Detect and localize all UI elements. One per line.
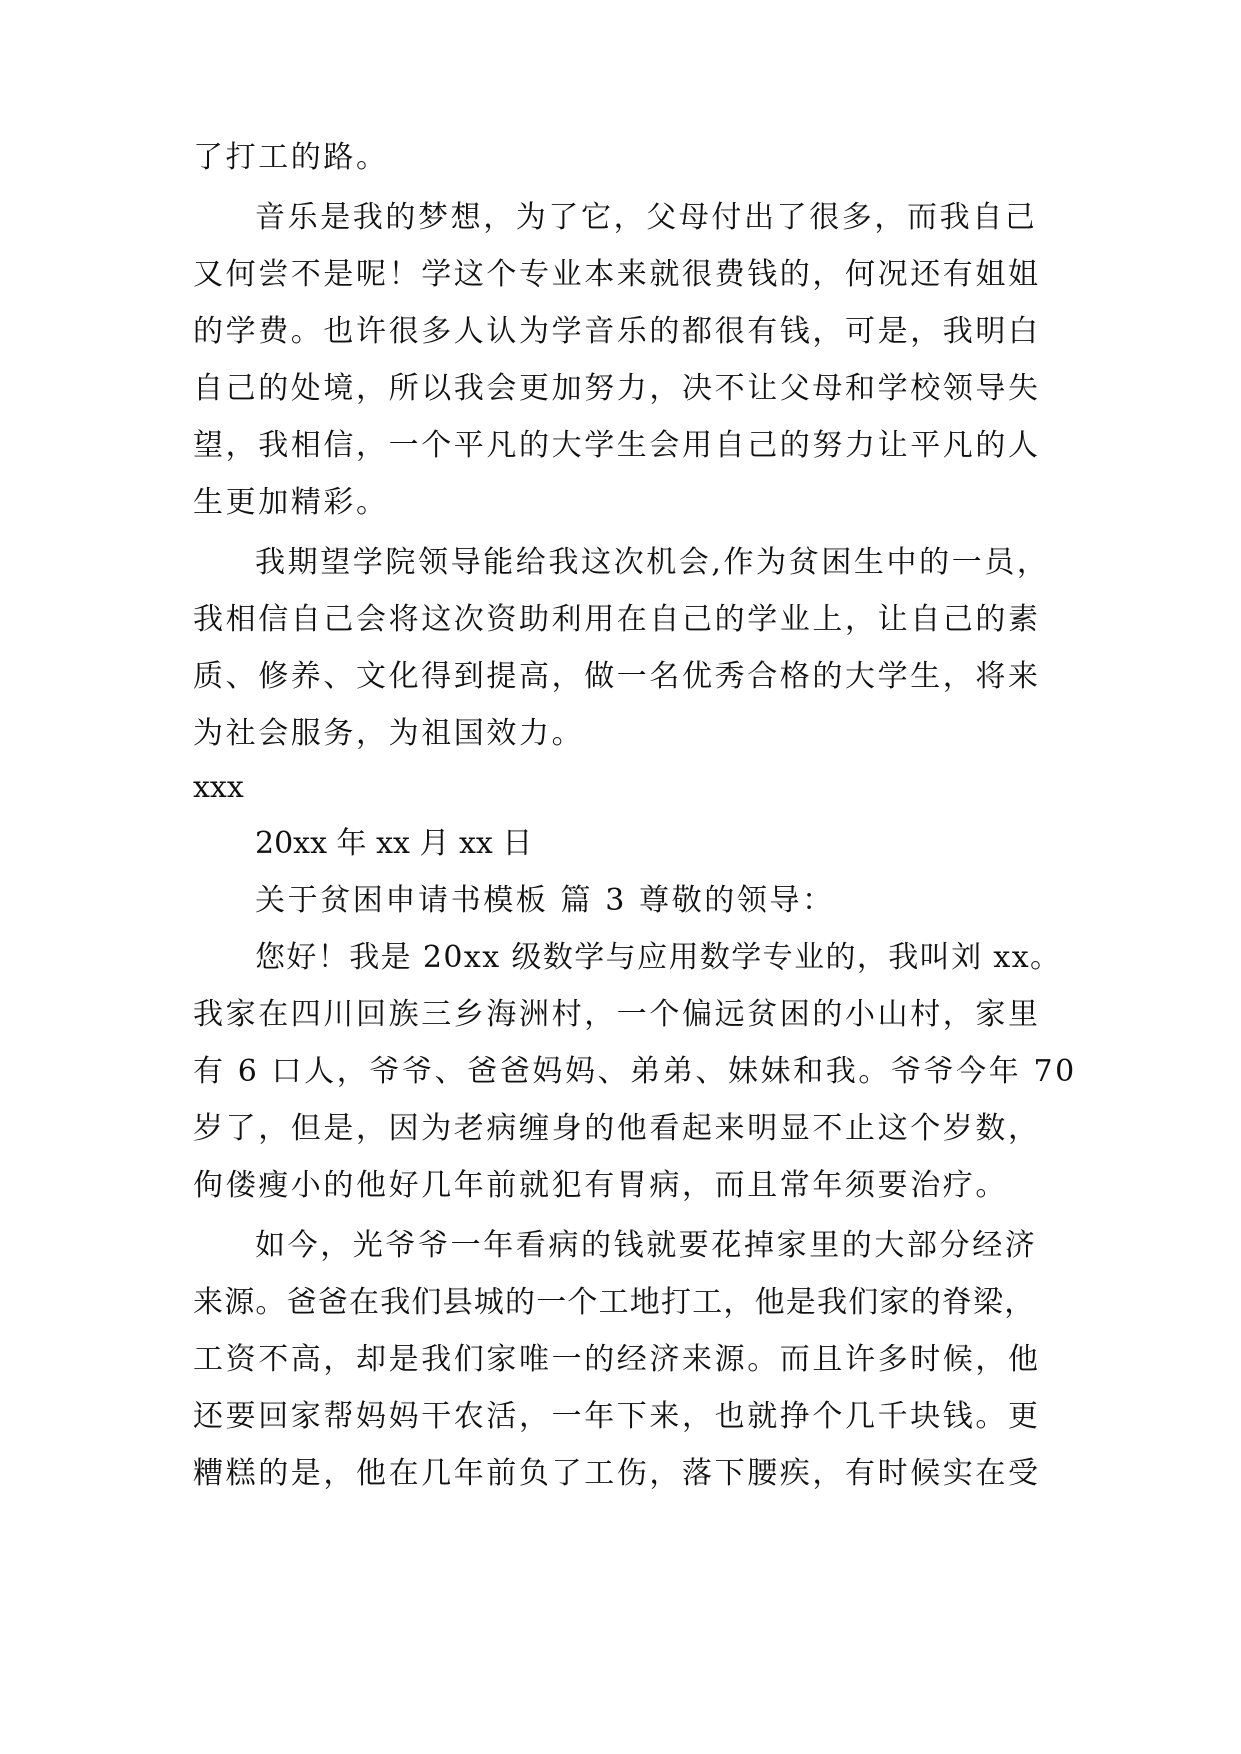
section-heading: 关于贫困申请书模板 篇 3 尊敬的领导：	[255, 883, 835, 918]
text-line-21: 来源。爸爸在我们县城的一个工地打工，他是我们家的脊梁，	[193, 1285, 1036, 1320]
text-line-6: 望，我相信，一个平凡的大学生会用自己的努力让平凡的人	[193, 428, 1041, 463]
text-line-10: 质、修养、文化得到提高，做一名优秀合格的大学生，将来	[193, 659, 1041, 694]
text-line-24: 糟糕的是，他在几年前负了工伤，落下腰疾，有时候实在受	[193, 1456, 1041, 1491]
text-line-9: 我相信自己会将这次资助利用在自己的学业上，让自己的素	[193, 602, 1041, 637]
text-line-17: 有 6 口人，爷爷、爸爸妈妈、弟弟、妹妹和我。爷爷今年 70	[193, 1054, 1077, 1089]
text-line-3: 又何尝不是呢！学这个专业本来就很费钱的，何况还有姐姐	[193, 257, 1041, 292]
text-line-22: 工资不高，却是我们家唯一的经济来源。而且许多时候，他	[193, 1342, 1041, 1377]
text-line-16: 我家在四川回族三乡海洲村，一个偏远贫困的小山村，家里	[193, 997, 1041, 1032]
signature-date: 20xx 年 xx 月 xx 日	[255, 826, 533, 861]
text-line-5: 自己的处境，所以我会更加努力，决不让父母和学校领导失	[193, 371, 1041, 406]
text-line-2: 音乐是我的梦想，为了它，父母付出了很多，而我自己	[255, 200, 1038, 235]
text-line-15: 您好！我是 20xx 级数学与应用数学专业的，我叫刘 xx。	[255, 940, 1062, 975]
text-line-19: 佝偻瘦小的他好几年前就犯有胃病，而且常年须要治疗。	[193, 1168, 1008, 1203]
signature-name: xxx	[193, 770, 244, 805]
text-line-20: 如今，光爷爷一年看病的钱就要花掉家里的大部分经济	[255, 1228, 1038, 1263]
text-line-8: 我期望学院领导能给我这次机会,作为贫困生中的一员，	[255, 545, 1050, 580]
text-line-18: 岁了，但是，因为老病缠身的他看起来明显不止这个岁数，	[193, 1111, 1041, 1146]
text-line-23: 还要回家帮妈妈干农活，一年下来，也就挣个几千块钱。更	[193, 1399, 1041, 1434]
text-line-4: 的学费。也许很多人认为学音乐的都很有钱，可是，我明白	[193, 314, 1041, 349]
text-line-11: 为社会服务，为祖国效力。	[193, 716, 585, 751]
text-line-1: 了打工的路。	[193, 140, 389, 175]
text-line-7: 生更加精彩。	[193, 485, 389, 520]
